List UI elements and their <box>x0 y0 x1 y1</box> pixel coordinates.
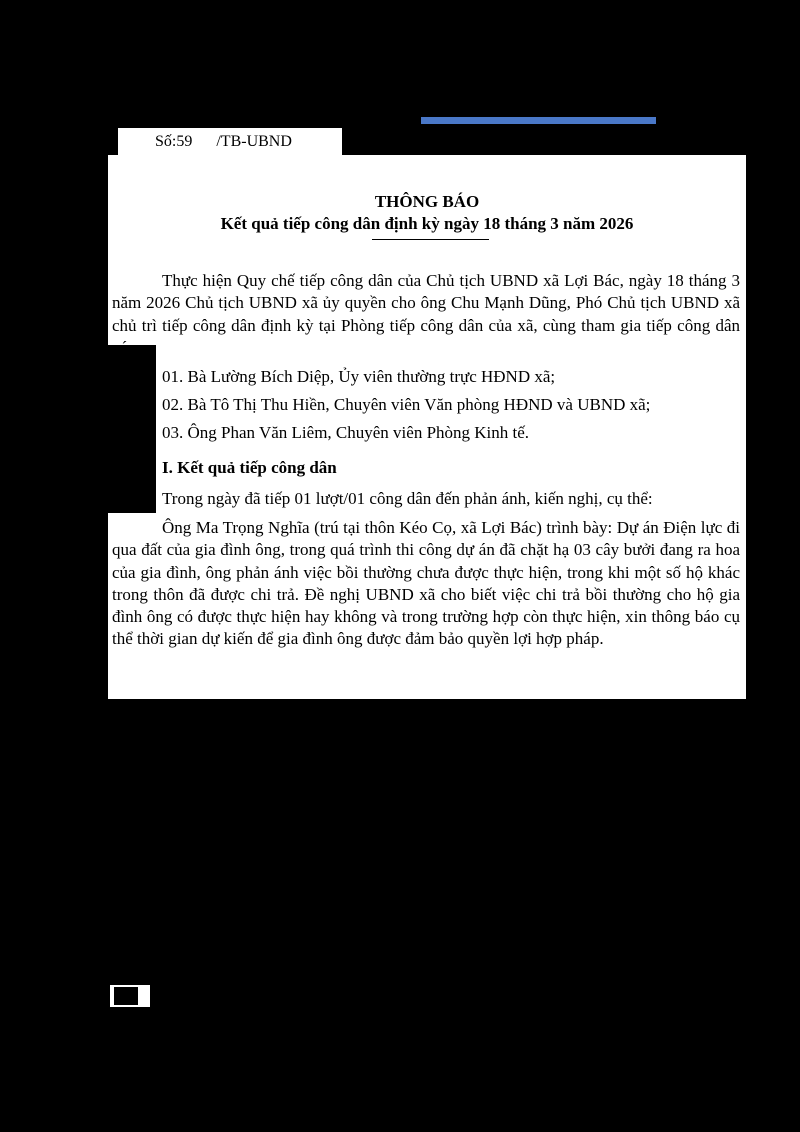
section-intro: Trong ngày đã tiếp 01 lượt/01 công dân đến phản ánh, kiến nghị, cụ thể: <box>162 489 653 508</box>
title-underline <box>372 239 489 240</box>
participant-item: 02. Bà Tô Thị Thu Hiền, Chuyên viên Văn phòng HĐND và UBND xã; <box>162 395 651 414</box>
case-paragraph: Ông Ma Trọng Nghĩa (trú tại thôn Kéo Cọ, xã Lợi Bác) trình bày: Dự án Điện lực đi qua đất của gia đình ông, trong quá trình thi công dự án đã chặt hạ 03 cây bưởi đang ra hoa của gia đình, ông phản ánh việc bồi thường chưa được thực hiện, trong khi một số hộ khác trong thôn đã được chi trả. Đề nghị UBND xã cho biết việc chi trả bồi thường cho hộ gia đình ông có được thực hiện hay không và trong trường hợp còn thực hiện, xin thông báo cụ thể thời gian dự kiến để gia đình ông được đảm bảo quyền lợi hợp pháp. <box>112 518 740 649</box>
notice-subtitle: Kết quả tiếp công dân định kỳ ngày 18 tháng 3 năm 2026 <box>220 214 634 233</box>
document-number <box>155 133 292 151</box>
notice-title: THÔNG BÁO <box>374 192 480 211</box>
document-number-suffix: /TB-UBND <box>216 133 292 150</box>
participant-item: 03. Ông Phan Văn Liêm, Chuyên viên Phòng Kinh tế. <box>162 423 530 442</box>
document-number-prefix: Số:59 <box>155 133 193 150</box>
section-heading: I. Kết quả tiếp công dân <box>162 458 337 477</box>
redaction-block <box>114 987 138 1005</box>
header-accent-bar <box>421 117 656 124</box>
participant-item: 01. Bà Lường Bích Diệp, Ủy viên thường trực HĐND xã; <box>162 367 556 386</box>
intro-paragraph: Thực hiện Quy chế tiếp công dân của Chủ tịch UBND xã Lợi Bác, ngày 18 tháng 3 năm 2026 Chủ tịch UBND xã ủy quyền cho ông Chu Mạnh Dũng, Phó Chủ tịch UBND xã chủ trì tiếp công dân định kỳ tại Phòng tiếp công dân của xã, cùng tham gia tiếp công dân có: <box>112 271 740 357</box>
